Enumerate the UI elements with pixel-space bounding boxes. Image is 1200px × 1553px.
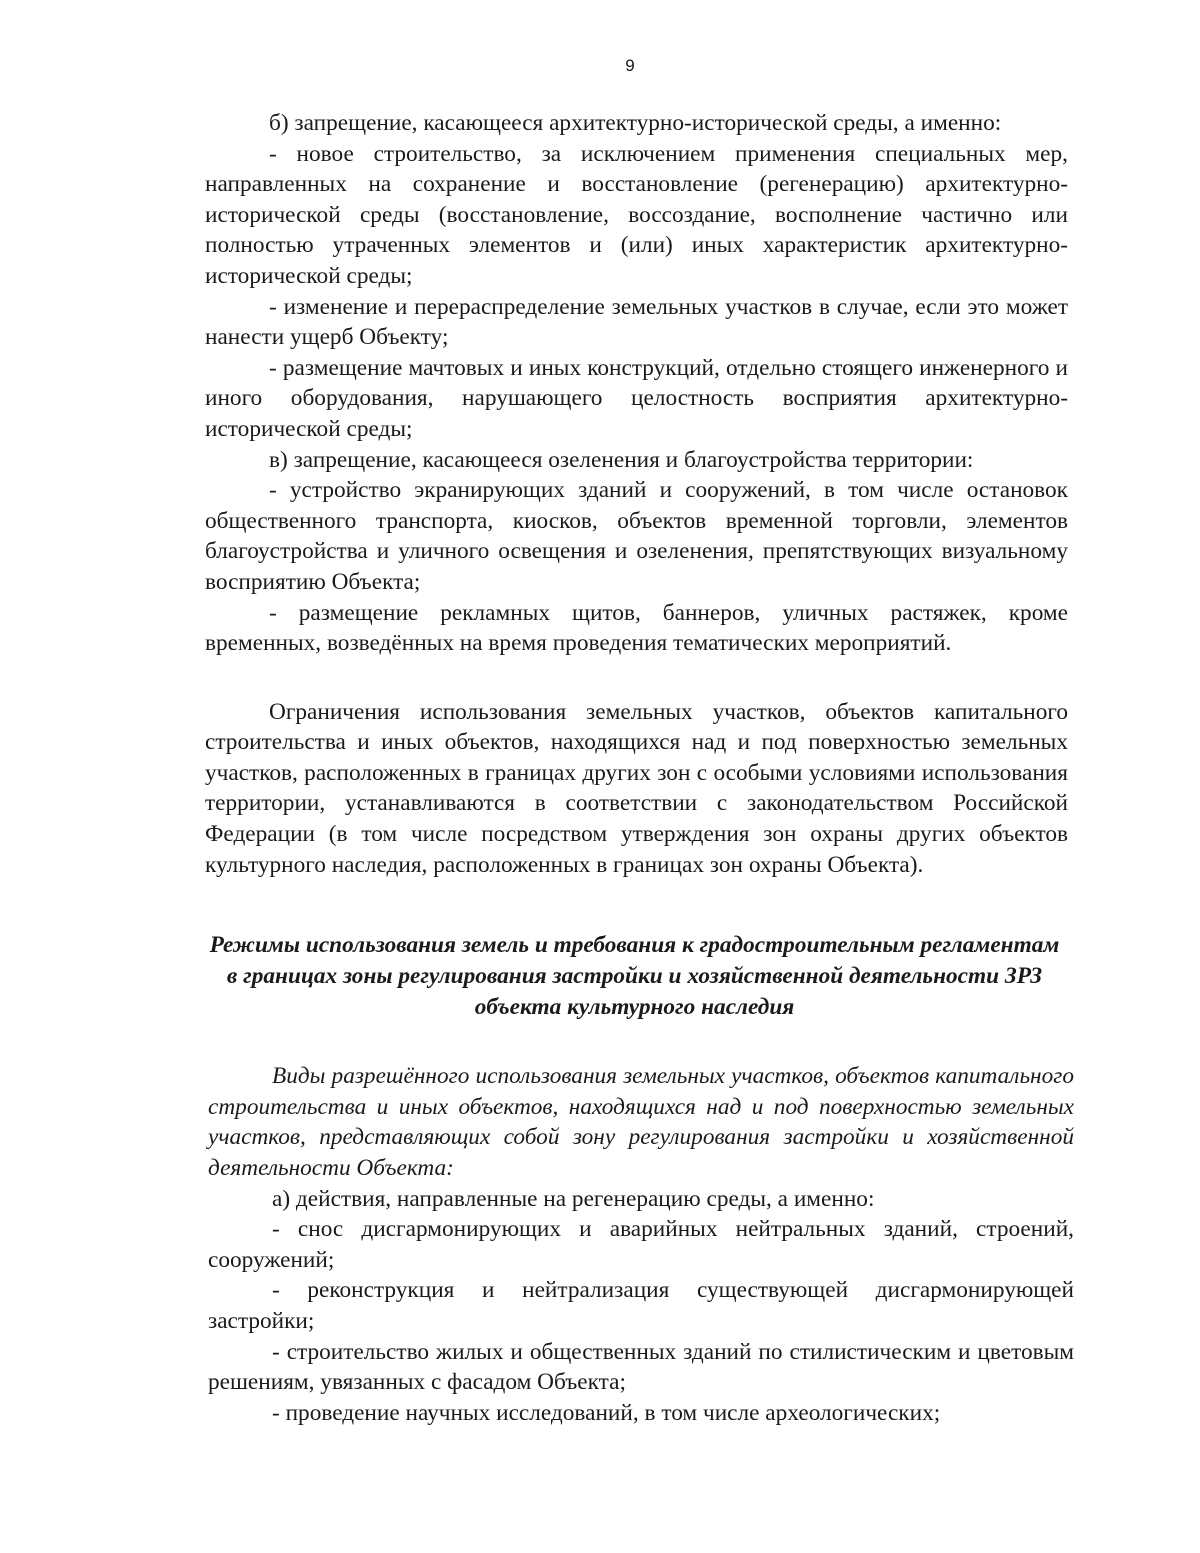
section-heading: Режимы использования земель и требования к градостроительным регламентам в границах зоны регулирования застройки и хозяйственной деятельности ЗРЗ объекта культурного наследия (209, 932, 1060, 1021)
paragraph-a-regeneration: а) действия, направленные на регенерацию среды, а именно: (272, 1185, 875, 1212)
paragraph-mast-structures: - размещение мачтовых и иных конструкций, отдельно стоящего инженерного и иного оборудования, нарушающего целостность восприятия архитектурно-исторической среды; (205, 354, 1068, 442)
paragraph-demolition: - снос дисгармонирующих и аварийных нейтральных зданий, строений, сооружений; (208, 1216, 1074, 1273)
paragraph-v-prohibition: в) запрещение, касающееся озеленения и благоустройства территории: (269, 446, 974, 473)
paragraph-b-prohibition: б) запрещение, касающееся архитектурно-исторической среды, а именно: (269, 110, 1002, 136)
paragraph-permitted-uses-intro: Виды разрешённого использования земельных участков, объектов капитального строительства и иных объектов, находящихся над и под поверхностью земельных участков, представляющих собой зону регулирования застройки и хозяйственной деятельности Объекта: (208, 1063, 1074, 1182)
paragraph-scientific-research: - проведение научных исследований, в том числе археологических; (272, 1399, 941, 1426)
section-zrz-body (208, 1061, 1074, 1428)
document-body (205, 108, 1074, 1428)
paragraph-restrictions: Ограничения использования земельных участков, объектов капитального строительства и иных объектов, находящихся над и под поверхностью земельных участков, расположенных в границах других зон с особыми условиями использования территории, устанавливаются в соответствии с законодательством Российской Федерации (в том числе посредством утверждения зон охраны других объектов культурного наследия, расположенных в границах зон охраны Объекта). (205, 698, 1068, 878)
paragraph-new-construction: - новое строительство, за исключением применения специальных мер, направленных на сохранение и восстановление (регенерацию) архитектурно-исторической среды (восстановление, воссоздание, восполнение частично или полностью утраченных элементов и (или) иных характеристик архитектурно-исторической среды; (205, 140, 1068, 289)
paragraph-construction-stylistic: - строительство жилых и общественных зданий по стилистическим и цветовым решениям, увязанных с фасадом Объекта; (208, 1338, 1074, 1396)
page-number: 9 (625, 56, 635, 75)
paragraph-screening-buildings: - устройство экранирующих зданий и сооружений, в том числе остановок общественного транспорта, киосков, объектов временной торговли, элементов благоустройства и уличного освещения и озеленения, препятствующих визуальному восприятию Объекта; (205, 477, 1068, 595)
paragraph-land-redistribution: - изменение и перераспределение земельных участков в случае, если это может нанести ущерб Объекту; (205, 293, 1068, 351)
paragraph-reconstruction: - реконструкция и нейтрализация существующей дисгармонирующей застройки; (208, 1277, 1074, 1334)
paragraph-advertising: - размещение рекламных щитов, баннеров, уличных растяжек, кроме временных, возведённых на время проведения тематических мероприятий. (205, 599, 1068, 657)
